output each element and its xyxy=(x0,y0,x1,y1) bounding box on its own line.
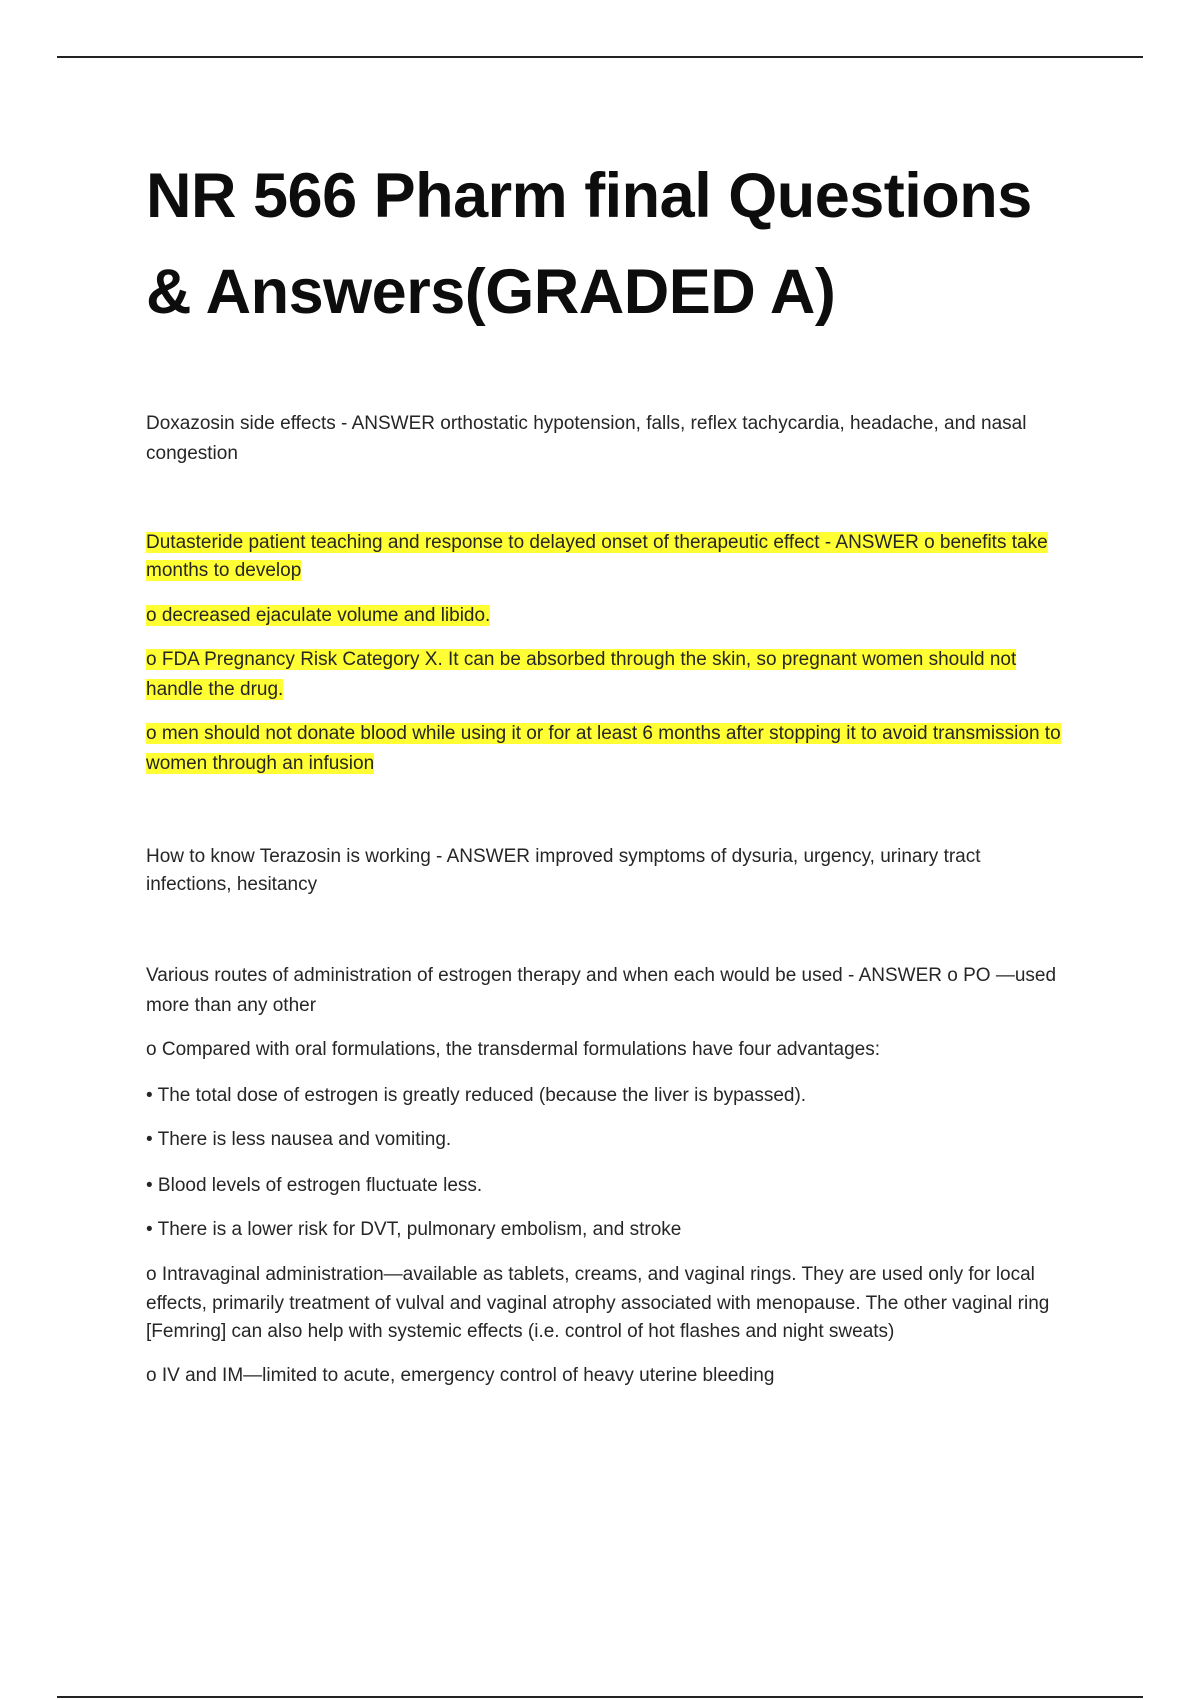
highlighted-paragraph xyxy=(146,601,1066,631)
paragraph: o Compared with oral formulations, the transdermal formulations have four advantages: xyxy=(146,1039,880,1060)
section-terazosin xyxy=(146,843,1066,899)
highlighted-paragraph xyxy=(146,529,1066,585)
top-rule xyxy=(57,56,1143,58)
title-line-2: & Answers(GRADED A) xyxy=(146,257,836,327)
paragraph: How to know Terazosin is working - ANSWER improved symptoms of dysuria, urgency, urinary tract infections, hesitancy xyxy=(146,846,981,895)
page-title xyxy=(146,148,1066,340)
highlighted-paragraph xyxy=(146,645,1066,705)
paragraph: o IV and IM—limited to acute, emergency control of heavy uterine bleeding xyxy=(146,1364,775,1386)
highlight-text: o decreased ejaculate volume and libido. xyxy=(146,605,491,626)
paragraph: Doxazosin side effects - ANSWER orthostatic hypotension, falls, reflex tachycardia, headache, and nasal congestion xyxy=(146,413,1027,464)
highlighted-paragraph xyxy=(146,719,1066,779)
bullet-item: • There is less nausea and vomiting. xyxy=(146,1129,452,1150)
highlight-text: o FDA Pregnancy Risk Category X. It can be absorbed through the skin, so pregnant women should not handle the drug. xyxy=(146,649,1017,700)
section-dutasteride xyxy=(146,529,1066,779)
highlight-text: Dutasteride patient teaching and response to delayed onset of therapeutic effect - ANSWER o benefits take months to develop xyxy=(146,532,1048,581)
highlight-text: o men should not donate blood while using it or for at least 6 months after stopping it to avoid transmission to women through an infusion xyxy=(146,723,1061,774)
document-body xyxy=(146,148,1066,1391)
bullet-item: • Blood levels of estrogen fluctuate less. xyxy=(146,1175,483,1196)
title-line-1: NR 566 Pharm final Questions xyxy=(146,161,1032,231)
bullet-item: • The total dose of estrogen is greatly reduced (because the liver is bypassed). xyxy=(146,1085,807,1106)
section-doxazosin xyxy=(146,409,1066,469)
paragraph: o Intravaginal administration—available as tablets, creams, and vaginal rings. They are used only for local effects, primarily treatment of vulval and vaginal atrophy associated with menopause. The other vaginal ring [Femring] can also help with systemic effects (i.e. control of hot flashes and night sweats) xyxy=(146,1264,1050,1342)
bullet-item: • There is a lower risk for DVT, pulmonary embolism, and stroke xyxy=(146,1219,682,1240)
section-estrogen-routes xyxy=(146,961,1066,1391)
bottom-rule xyxy=(57,1696,1143,1698)
paragraph: Various routes of administration of estrogen therapy and when each would be used - ANSWER o PO —used more than any other xyxy=(146,965,1057,1016)
